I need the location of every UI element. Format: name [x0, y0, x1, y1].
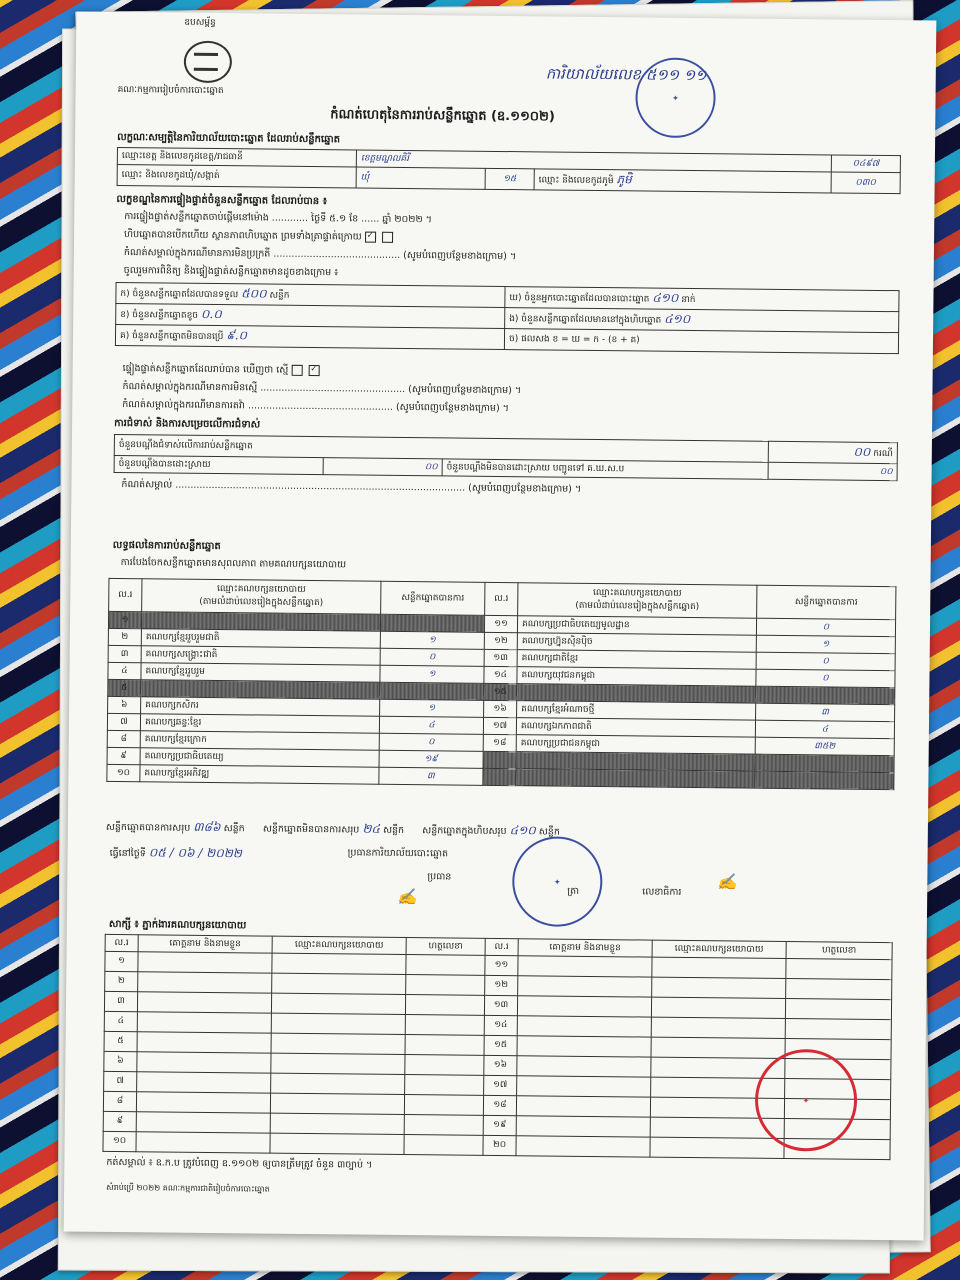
- equal-checkbox[interactable]: [308, 365, 319, 376]
- col-votes-right: សន្លឹកឆ្នោតបានការ: [757, 585, 896, 619]
- result-no: ១: [108, 611, 141, 628]
- document-title: កំណត់ហេតុនៃការរាប់សន្លឹកឆ្នោត (ឧ.១១០២): [330, 107, 555, 125]
- footer-bottom: សំរាប់ប្រើ ២០២២ គណៈកម្មការជាតិរៀបចំការបោះឆ្នោត: [106, 1182, 270, 1194]
- witness-name: [516, 1136, 650, 1157]
- result-votes: [380, 682, 484, 700]
- commune-number: ១៥: [485, 168, 534, 190]
- stamp-label: ត្រា: [567, 885, 580, 897]
- col-no-right: ល.រ: [485, 582, 518, 615]
- chair-label: ប្រធាន: [427, 871, 452, 883]
- result-party: គណបក្សខ្មែររួបរួម: [141, 663, 380, 683]
- count-b-label: ខ) ចំនួនសន្លឹកឆ្នោតខូច: [120, 310, 199, 321]
- witness-no: ៦: [104, 1051, 137, 1071]
- result-votes: ០: [756, 618, 895, 636]
- unequal-checkbox[interactable]: [291, 365, 302, 376]
- village-label: ឈ្មោះ និងលេខកូដភូមិ: [538, 175, 614, 187]
- counts-table: [115, 282, 900, 354]
- result-party: គណបក្សខ្មែរអំណាចថ្មី: [517, 701, 756, 721]
- section3-title: ការជំទាស់ និងការសម្រេចលើការជំទាស់: [114, 417, 261, 431]
- col-party-right-sub: (តាមលំដាប់លេខរៀងក្នុងសន្លឹកឆ្នោត): [575, 600, 700, 613]
- witness-no: ៣: [104, 991, 137, 1011]
- result-votes: ០: [756, 652, 895, 670]
- result-party: គណបក្សយុវជនកម្ពុជា: [517, 667, 756, 687]
- witness-signature: [405, 1055, 484, 1076]
- witness-name: [518, 956, 652, 977]
- seal-broken-checkbox[interactable]: [382, 232, 393, 243]
- objections-row1-value: ០០: [853, 444, 871, 459]
- witness-signature: [785, 1019, 891, 1040]
- witness-no: ៩: [103, 1111, 136, 1131]
- witness-name: [138, 952, 272, 973]
- result-votes: ៣៥២: [755, 737, 894, 755]
- footer-note: កត់សម្គាល់ ៖ ឧ.ក.ប ត្រូវបំពេញ ឧ.១១០២ ឲ្យបានត្រឹមត្រូវ ចំនួន ៣ច្បាប់ ។: [106, 1156, 373, 1171]
- province-value: ខេត្តមណ្ឌលគិរី: [356, 150, 831, 172]
- w-col-party-right: ឈ្មោះគណបក្សនយោបាយ: [652, 940, 786, 958]
- witness-name: [136, 1132, 270, 1153]
- result-party: គណបក្សប្រជាជនកម្ពុជា: [516, 735, 755, 755]
- witness-no: ១៦: [484, 1055, 517, 1075]
- total-invalid-value: ២៤: [362, 821, 381, 836]
- witness-signature: [405, 1035, 484, 1056]
- secretary-signature: ✍: [717, 872, 738, 892]
- result-party: គណបក្សខ្មែររួបរួមជាតិ: [141, 629, 380, 649]
- result-votes: ៣: [756, 703, 895, 721]
- result-party: គណបក្សខ្មែរអភិវឌ្ឍ: [140, 765, 379, 785]
- total-valid-label: សន្លឹកឆ្នោតបានការសរុប: [105, 821, 191, 834]
- official-stamp-top: ✦: [635, 57, 716, 138]
- section3-line2: កំណត់សម្គាល់ក្នុងករណីមានការមិនស្មើ ................................................ (សូមបំពេញបន្ថែមខាងក្រោម) ។: [122, 381, 522, 397]
- col-party-right: [518, 583, 757, 619]
- total-invalid-unit: សន្លឹក: [382, 824, 405, 837]
- witness-party: [651, 997, 785, 1018]
- witness-signature: [405, 995, 484, 1016]
- result-votes: ៣: [379, 767, 483, 785]
- count-e-value: ៤១០: [664, 311, 691, 326]
- result-no: ៤: [108, 662, 141, 679]
- handwritten-office-number: ការិយាល័យលេខ ៥១១ ១១: [545, 64, 707, 85]
- village-code: ០៣០: [831, 172, 900, 194]
- witness-name: [137, 1012, 271, 1033]
- w-col-sign-right: ហត្ថលេខា: [786, 942, 892, 960]
- date-value: ០៥ / ០៦ / ២០២២: [148, 845, 242, 861]
- witness-party: [270, 1113, 404, 1134]
- witness-name: [137, 1032, 271, 1053]
- result-no: ៩: [107, 747, 140, 764]
- result-votes: ១៩: [379, 750, 483, 768]
- section3-line1-row: [123, 362, 323, 378]
- witness-no: ១៩: [483, 1115, 516, 1135]
- result-votes: [755, 771, 894, 789]
- official-stamp-red: ✦: [755, 1049, 858, 1152]
- result-votes: ១: [380, 699, 484, 717]
- section3-line1: ផ្ទៀងផ្ទាត់សន្លឹកឆ្នោតដែលរាប់បាន ឃើញថា ស្មើ: [122, 363, 289, 376]
- count-d-label: ឃ) ចំនួនអ្នកបោះឆ្នោតដែលបានបោះឆ្នោត: [509, 293, 650, 305]
- witness-signature: [404, 1135, 483, 1156]
- objections-row2-value-b: ០០: [768, 462, 897, 480]
- result-party: គណបក្សសង្គ្រោះជាតិ: [141, 646, 380, 666]
- date-row: [110, 844, 242, 863]
- w-col-name-left: គោត្តនាម និងនាមខ្លួន: [138, 935, 272, 953]
- result-party: គណបក្សហ្វ៊ុនស៊ិនប៉ិច: [517, 633, 756, 653]
- count-d-unit: នាក់: [681, 294, 696, 306]
- witness-signature: [405, 1015, 484, 1036]
- result-no: ១៥: [484, 683, 517, 700]
- count-d-value: ៤១០: [652, 290, 679, 305]
- section2-line1: ការផ្ទៀងផ្ទាត់សន្លឹកឆ្នោតចាប់ផ្តើមនៅម៉ោង ............ ថ្ងៃទី ៥.១ ខែ ...... ឆ្នាំ ២០២២ ។: [124, 211, 433, 226]
- result-no: ១៧: [483, 717, 516, 734]
- ministry-name: គណៈកម្មការរៀបចំការបោះឆ្នោត: [117, 84, 224, 97]
- count-c-value: ៩.០: [226, 328, 248, 343]
- total-invalid-label: សន្លឹកឆ្នោតមិនបានការសរុប: [262, 823, 360, 836]
- witness-no: ១៣: [484, 995, 517, 1015]
- total-valid-unit: សន្លឹក: [223, 823, 245, 835]
- witness-name: [518, 976, 652, 997]
- witness-name: [517, 1056, 651, 1077]
- count-a-value: ៥០០: [241, 286, 267, 301]
- result-no: ១០: [107, 764, 140, 781]
- result-votes: ១: [380, 631, 484, 649]
- result-no: ៨: [107, 730, 140, 747]
- objections-row2-label: ចំនួនបណ្តឹងបានដោះស្រាយ: [114, 455, 323, 474]
- witness-party: [271, 1013, 405, 1034]
- section1-title: លក្ខណៈសម្បត្តិនៃការិយាល័យបោះឆ្នោត ដែលរាប់សន្លឹកឆ្នោត: [117, 131, 341, 146]
- village-value: ភូមិ: [616, 172, 632, 187]
- witness-no: ២០: [483, 1135, 516, 1155]
- witness-name: [137, 992, 271, 1013]
- result-votes: [755, 754, 894, 772]
- committee-label: ប្រធានការិយាល័យបោះឆ្នោត: [347, 847, 449, 860]
- result-votes: ៤: [379, 716, 483, 734]
- count-a-unit: សន្លឹក: [269, 290, 290, 301]
- witness-party: [651, 1037, 785, 1058]
- count-f: ច) ផលសង ខ = ឃ = ក - (ខ + គ): [504, 329, 898, 354]
- witness-no: ៥: [104, 1031, 137, 1051]
- witness-name: [136, 1092, 270, 1113]
- w-col-no-right: ល.រ: [485, 938, 518, 955]
- result-party: គណបក្សប្រជាធិបតេយ្យ: [140, 748, 379, 768]
- objections-row2-value: ០០: [323, 458, 442, 476]
- result-party: គណបក្សកសិករ: [141, 697, 380, 717]
- result-no: [483, 751, 516, 768]
- result-no: ១១: [484, 615, 517, 632]
- result-party: [516, 769, 755, 789]
- result-no: ១៣: [484, 649, 517, 666]
- results-table: [106, 578, 896, 790]
- form-sheet: [64, 12, 937, 1241]
- date-label: ធ្វើនៅថ្ងៃទី: [109, 847, 146, 860]
- col-party-right-title: ឈ្មោះគណបក្សនយោបាយ: [593, 587, 682, 599]
- witness-no: ៧: [104, 1071, 137, 1091]
- section2-line2: ហិបឆ្នោតបានបើកហើយ ស្ថានភាពហិបឆ្នោត ព្រមទាំងត្រាផ្ទាត់ក្រោយ: [124, 229, 362, 243]
- witness-party: [650, 1137, 784, 1158]
- witness-name: [516, 1116, 650, 1137]
- witness-name: [516, 1096, 650, 1117]
- result-no: ៧: [107, 713, 140, 730]
- result-party: គណបក្សខ្មែរក្រោក: [140, 731, 379, 751]
- witness-signature: [406, 955, 485, 976]
- witness-party: [271, 993, 405, 1014]
- result-no: ១៨: [483, 734, 516, 751]
- witness-no: ១៧: [484, 1075, 517, 1095]
- count-c: [115, 324, 504, 349]
- result-no: ៣: [108, 645, 141, 662]
- result-no: ៦: [108, 696, 141, 713]
- result-no: ១៦: [484, 700, 517, 717]
- section3-note: កំណត់សម្គាល់ ................................................................................................ (សូមបំពេញបន្ថែមខាងក្រោម) ។: [121, 479, 582, 495]
- witness-party: [271, 1073, 405, 1094]
- witness-no: ១១: [485, 955, 518, 975]
- objections-row2-label-b: ចំនួនបណ្តឹងមិនបានដោះស្រាយ បញ្ជូនទៅ គ.ឃ.ស.ប: [442, 459, 768, 479]
- result-no: ១៤: [484, 666, 517, 683]
- emblem-icon: [184, 41, 232, 84]
- section2-title: លក្ខខណ្ឌនៃការផ្ទៀងផ្ទាត់ចំនួនសន្លឹកឆ្នោត ដែលរាប់បាន ៖: [116, 193, 328, 208]
- commune-value: ឃុំ: [356, 167, 485, 189]
- location-table: [117, 147, 901, 194]
- witness-no: ១: [105, 951, 138, 971]
- witness-no: ១៨: [483, 1095, 516, 1115]
- chair-signature: ✍: [397, 886, 418, 907]
- secretary-label: លេខាធិការ: [642, 886, 682, 898]
- witness-name: [517, 1016, 651, 1037]
- official-stamp-middle: ✦: [512, 836, 603, 927]
- witness-party: [271, 1033, 405, 1054]
- witness-signature: [404, 1115, 483, 1136]
- result-party: គណបក្សឆន្ទៈខ្មែរ: [140, 714, 379, 734]
- witness-name: [138, 972, 272, 993]
- witness-name: [137, 1052, 271, 1073]
- result-votes: ០: [756, 669, 895, 687]
- witness-party: [270, 1093, 404, 1114]
- witness-signature: [786, 979, 892, 1000]
- col-party-left-sub: (តាមលំដាប់លេខរៀងក្នុងសន្លឹកឆ្នោត): [199, 596, 324, 609]
- col-party-left: [142, 579, 381, 615]
- section2-line2-row: [124, 228, 396, 245]
- witness-no: ៨: [103, 1091, 136, 1111]
- result-votes: ៤: [755, 720, 894, 738]
- top-label: ឧបសម្ព័ន្ធ: [184, 17, 216, 28]
- province-code: ០៤៩៧: [831, 155, 900, 173]
- result-votes: ០: [380, 648, 484, 666]
- objections-row1-cell: [768, 441, 897, 463]
- commune-label: ឈ្មោះ និងលេខកូដឃុំ/សង្កាត់: [117, 164, 356, 188]
- col-party-left-title: ឈ្មោះគណបក្សនយោបាយ: [217, 584, 306, 595]
- witness-party: [272, 953, 406, 974]
- result-no: ១២: [484, 632, 517, 649]
- witness-name: [517, 996, 651, 1017]
- col-votes-left: សន្លឹកឆ្នោតបានការ: [381, 581, 485, 615]
- witness-name: [517, 1036, 651, 1057]
- witness-party: [271, 1053, 405, 1074]
- w-col-name-right: គោត្តនាម និងនាមខ្លួន: [518, 939, 652, 957]
- w-col-party-left: ឈ្មោះគណបក្សនយោបាយ: [272, 936, 406, 954]
- witness-party: [270, 1133, 404, 1154]
- count-a-label: ក) ចំនួនសន្លឹកឆ្នោតដែលបានទទួល: [120, 289, 239, 301]
- witness-signature: [405, 1075, 484, 1096]
- results-totals: [106, 818, 894, 844]
- col-no-left: ល.រ: [109, 578, 142, 611]
- result-party: គណបក្សប្រជាធិបតេយ្យមូលដ្ឋាន: [517, 616, 756, 636]
- total-box-label: សន្លឹកឆ្នោតក្នុងហិបសរុប: [422, 825, 507, 838]
- total-box-value: ៤១០: [509, 823, 536, 838]
- section2-line4: ចូលរួមការពិនិត្យ និងផ្ទៀងផ្ទាត់សន្លឹកឆ្នោតមានដូចខាងក្រោម ៖: [123, 265, 339, 279]
- count-b-value: ០.០: [200, 306, 222, 322]
- total-box-unit: សន្លឹក: [538, 826, 560, 838]
- witness-no: ១០: [103, 1131, 136, 1151]
- village-cell: [534, 169, 831, 193]
- witness-party: [652, 957, 786, 978]
- witness-signature: [404, 1095, 483, 1116]
- witness-no: ១៥: [484, 1035, 517, 1055]
- count-c-label: គ) ចំនួនសន្លឹកឆ្នោតមិនបានប្រើ: [119, 331, 224, 343]
- witness-signature: [786, 959, 892, 980]
- result-party: គណបក្សជាតិខ្មែរ: [517, 650, 756, 670]
- witness-signature: [406, 975, 485, 996]
- result-votes: ១: [756, 635, 895, 653]
- section2-line3: កំណត់សម្គាល់ក្នុងករណីមានការមិនប្រក្រតី .......................................... (សូមបំពេញបន្ថែមខាងក្រោម) ។: [123, 247, 517, 263]
- witness-name: [517, 1076, 651, 1097]
- result-votes: [380, 614, 484, 632]
- result-votes: [756, 686, 895, 704]
- witness-signature: [785, 999, 891, 1020]
- w-col-sign-left: ហត្ថលេខា: [406, 938, 485, 956]
- witness-name: [137, 1072, 271, 1093]
- objections-table: [114, 434, 898, 481]
- objections-row1-unit: ករណី: [873, 448, 893, 460]
- total-valid-value: ៣៨៦: [193, 819, 221, 835]
- results-subtitle: ការបែងចែកសន្លឹកឆ្នោតមានសុពលភាព តាមគណបក្សនយោបាយ: [120, 557, 347, 571]
- witness-no: ៤: [104, 1011, 137, 1031]
- results-title: លទ្ធផលនៃការរាប់សន្លឹកឆ្នោត: [112, 539, 221, 553]
- w-col-no-left: ល.រ: [105, 934, 138, 951]
- witness-no: ១៤: [484, 1015, 517, 1035]
- witness-no: ២: [105, 971, 138, 991]
- witness-name: [136, 1112, 270, 1133]
- result-votes: ១: [380, 665, 484, 683]
- result-party: គណបក្សឯកភាពជាតិ: [516, 718, 755, 738]
- witness-party: [651, 1017, 785, 1038]
- result-votes: ០: [379, 733, 483, 751]
- witnesses-title: សាក្សី ៖ ភ្នាក់ងារគណបក្សនយោបាយ: [108, 918, 247, 932]
- result-no: ៥: [108, 679, 141, 696]
- province-label: ឈ្មោះខេត្ត និងលេខកូដខេត្ត/រាជធានី: [117, 147, 356, 167]
- count-e-label: ង) ចំនួនសន្លឹកឆ្នោតដែលមាននៅក្នុងហិបឆ្នោត: [509, 314, 662, 326]
- objections-row1-label: ចំនួនបណ្តឹងជំទាស់លើការរាប់សន្លឹកឆ្នោត: [114, 434, 768, 462]
- witness-party: [652, 977, 786, 998]
- witness-party: [272, 973, 406, 994]
- seal-intact-checkbox[interactable]: [365, 232, 376, 243]
- result-no: ២: [108, 628, 141, 645]
- witness-no: ១២: [485, 975, 518, 995]
- result-no: [483, 768, 516, 785]
- section3-line3: កំណត់សម្គាល់ក្នុងករណីមានការតវ៉ា ................................................ (សូមបំពេញបន្ថែមខាងក្រោម) ។: [122, 399, 510, 415]
